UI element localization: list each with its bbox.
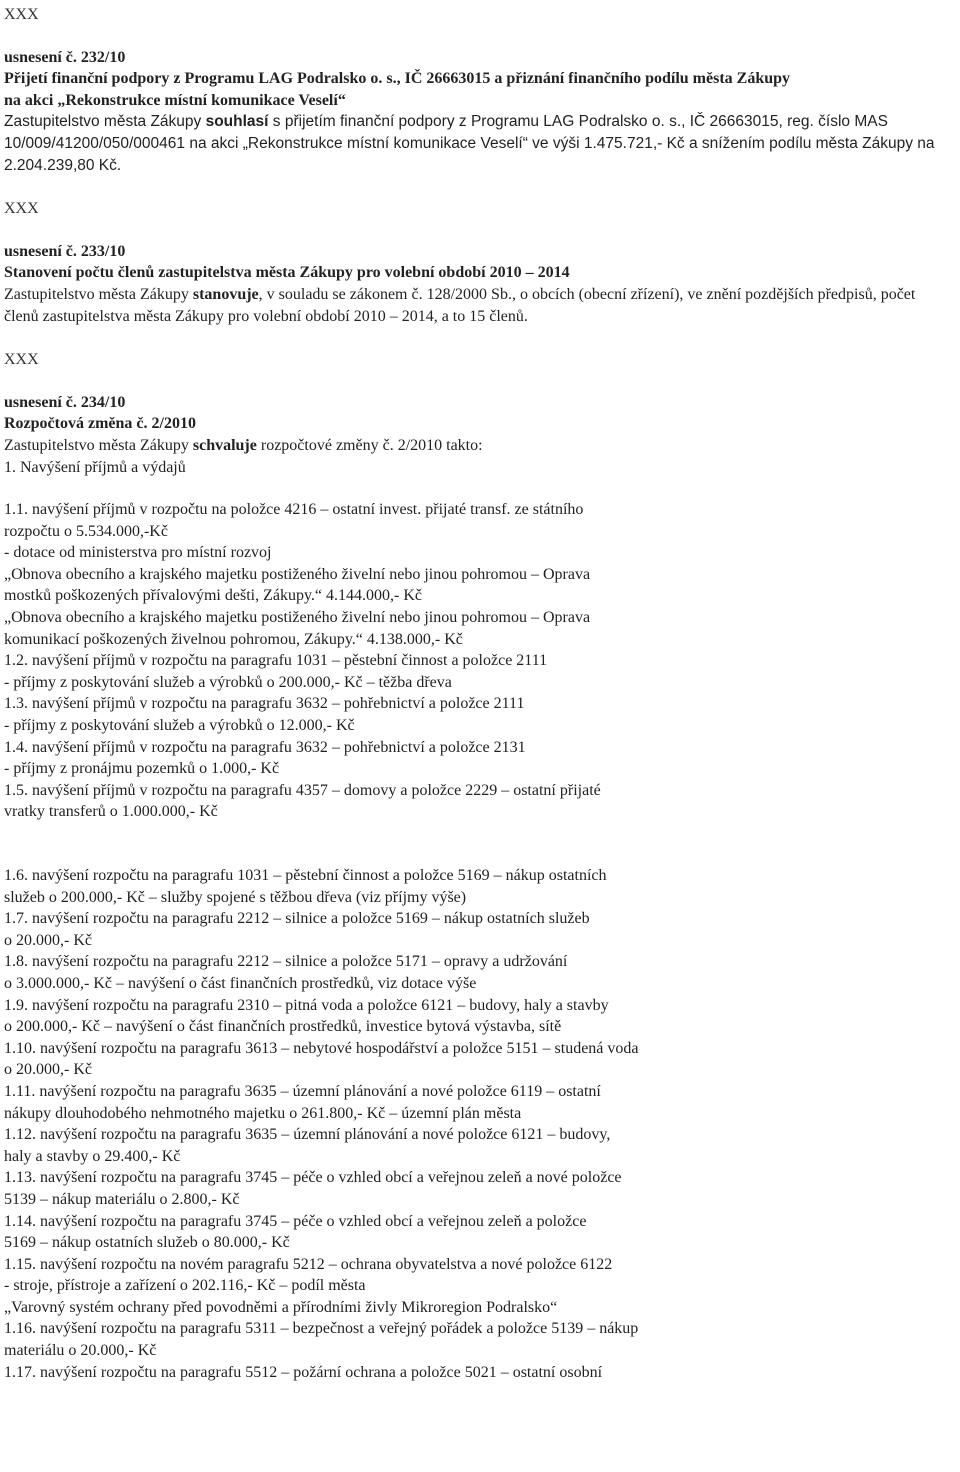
resolution-body <box>4 111 940 176</box>
resolution-number: usnesení č. 232/10 <box>4 48 126 66</box>
budget-line: 1.13. navýšení rozpočtu na paragrafu 3745 – péče o vzhled obcí a veřejnou zeleň a nové položce <box>4 1169 622 1187</box>
body-text: s přijetím finanční podpory z Programu LAG Podralsko o. s., IČ 26663015, reg. číslo MAS 10/009/41200/050/000461 na akci „Rekonstrukce místní komunikace Veselí“ ve výši 1.475.721,- Kč a snížením podílu města Zákupy na 2.204.239,80 Kč. <box>4 113 935 174</box>
budget-line: o 20.000,- Kč <box>4 1061 92 1079</box>
resolution-number: usnesení č. 234/10 <box>4 393 126 411</box>
separator: XXX <box>4 6 39 23</box>
budget-line: komunikací poškozených živelnou pohromou, Zákupy.“ 4.138.000,- Kč <box>4 630 463 648</box>
budget-line: 1.14. navýšení rozpočtu na paragrafu 3745 – péče o vzhled obcí a veřejnou zeleň a položce <box>4 1212 587 1230</box>
separator: XXX <box>4 351 39 369</box>
budget-line: 1.5. navýšení příjmů v rozpočtu na paragrafu 4357 – domovy a položce 2229 – ostatní přijaté <box>4 781 601 799</box>
budget-line: „Obnova obecního a krajského majetku postiženého živelní nebo jinou pohromou – Oprava <box>4 609 591 627</box>
separator: XXX <box>4 200 39 218</box>
body-subject: Zastupitelstvo města Zákupy <box>4 285 193 303</box>
budget-line: 1.4. navýšení příjmů v rozpočtu na paragrafu 3632 – pohřebnictví a položce 2131 <box>4 738 526 756</box>
budget-line: haly a stavby o 29.400,- Kč <box>4 1147 181 1165</box>
budget-line: 1.11. navýšení rozpočtu na paragrafu 3635 – územní plánování a nové položce 6119 – ostatní <box>4 1082 601 1100</box>
budget-line: 5139 – nákup materiálu o 2.800,- Kč <box>4 1190 240 1208</box>
budget-line: 1.7. navýšení rozpočtu na paragrafu 2212 – silnice a položce 5169 – nákup ostatních služeb <box>4 910 590 928</box>
budget-line: 5169 – nákup ostatních služeb o 80.000,- Kč <box>4 1234 290 1252</box>
budget-line: - dotace od ministerstva pro místní rozvoj <box>4 544 272 562</box>
budget-line: vratky transferů o 1.000.000,- Kč <box>4 803 218 821</box>
resolution-234 <box>4 392 940 1384</box>
resolution-title-line-2: na akci „Rekonstrukce místní komunikace Veselí“ <box>4 91 346 109</box>
budget-line: „Obnova obecního a krajského majetku postiženého živelní nebo jinou pohromou – Oprava <box>4 565 591 583</box>
resolution-title-line-1: Přijetí finanční podpory z Programu LAG Podralsko o. s., IČ 26663015 a přiznání finančního podílu města Zákupy <box>4 70 791 88</box>
budget-line: o 3.000.000,- Kč – navýšení o část finančních prostředků, viz dotace výše <box>4 974 477 992</box>
budget-line: „Varovný systém ochrany před povodněmi a přírodními živly Mikroregion Podralsko“ <box>4 1298 558 1316</box>
budget-line: 1.12. navýšení rozpočtu na paragrafu 3635 – územní plánování a nové položce 6121 – budovy, <box>4 1126 611 1144</box>
budget-line: služeb o 200.000,- Kč – služby spojené s těžbou dřeva (viz příjmy výše) <box>4 888 467 906</box>
body-verb: souhlasí <box>205 113 269 131</box>
resolution-title: Stanovení počtu členů zastupitelstva města Zákupy pro volební období 2010 – 2014 <box>4 264 570 282</box>
budget-line: 1.8. navýšení rozpočtu na paragrafu 2212 – silnice a položce 5171 – opravy a udržování <box>4 953 568 971</box>
budget-line: - stroje, přístroje a zařízení o 202.116,- Kč – podíl města <box>4 1277 366 1295</box>
body-text: , v souladu se zákonem č. 128/2000 Sb., o obcích (obecní zřízení), ve znění pozdějších předpisů, počet členů zastupitelstva města Zákupy pro volební období 2010 – 2014, a to 15 členů. <box>4 285 916 325</box>
budget-line: nákupy dlouhodobého nehmotného majetku o 261.800,- Kč – územní plán města <box>4 1104 522 1122</box>
body-verb: schvaluje <box>192 436 257 454</box>
expense-items <box>4 865 940 1383</box>
body-subject: Zastupitelstvo města Zákupy <box>4 113 206 131</box>
body-verb: stanovuje <box>192 285 259 303</box>
budget-line: rozpočtu o 5.534.000,-Kč <box>4 522 168 540</box>
body-text: rozpočtové změny č. 2/2010 takto: <box>256 436 483 454</box>
budget-line: - příjmy z pronájmu pozemků o 1.000,- Kč <box>4 760 280 778</box>
resolution-title: Rozpočtová změna č. 2/2010 <box>4 415 196 433</box>
resolution-body <box>4 435 940 457</box>
budget-line: 1.1. navýšení příjmů v rozpočtu na položce 4216 – ostatní invest. přijaté transf. ze státního <box>4 501 584 519</box>
resolution-body <box>4 284 940 327</box>
budget-line: - příjmy z poskytování služeb a výrobků o 12.000,- Kč <box>4 717 355 735</box>
budget-line: o 20.000,- Kč <box>4 931 92 949</box>
budget-line: 1.10. navýšení rozpočtu na paragrafu 3613 – nebytové hospodářství a položce 5151 – studená voda <box>4 1039 639 1057</box>
income-items <box>4 499 940 823</box>
budget-line: mostků poškozených přívalovými dešti, Zákupy.“ 4.144.000,- Kč <box>4 587 422 605</box>
budget-line: 1.15. navýšení rozpočtu na novém paragrafu 5212 – ochrana obyvatelstva a nové položce 6122 <box>4 1255 613 1273</box>
budget-line: 1.9. navýšení rozpočtu na paragrafu 2310 – pitná voda a položce 6121 – budovy, haly a stavby <box>4 996 609 1014</box>
budget-line: - příjmy z poskytování služeb a výrobků o 200.000,- Kč – těžba dřeva <box>4 673 452 691</box>
budget-line: 1.2. navýšení příjmů v rozpočtu na paragrafu 1031 – pěstební činnost a položce 2111 <box>4 652 548 670</box>
body-subject: Zastupitelstvo města Zákupy <box>4 436 193 454</box>
budget-line: materiálu o 20.000,- Kč <box>4 1342 157 1360</box>
resolution-number: usnesení č. 233/10 <box>4 242 126 260</box>
resolution-233 <box>4 241 940 327</box>
resolution-232 <box>4 47 940 177</box>
budget-line: 1.6. navýšení rozpočtu na paragrafu 1031 – pěstební činnost a položce 5169 – nákup ostatních <box>4 867 607 884</box>
budget-line: 1.17. navýšení rozpočtu na paragrafu 5512 – požární ochrana a položce 5021 – ostatní osobní <box>4 1363 603 1381</box>
budget-line: o 200.000,- Kč – navýšení o část finančních prostředků, investice bytová výstavba, sítě <box>4 1018 562 1036</box>
budget-line: 1.16. navýšení rozpočtu na paragrafu 5311 – bezpečnost a veřejný pořádek a položce 5139 – nákup <box>4 1320 639 1338</box>
budget-line: 1.3. navýšení příjmů v rozpočtu na paragrafu 3632 – pohřebnictví a položce 2111 <box>4 695 525 713</box>
section-heading: 1. Navýšení příjmů a výdajů <box>4 458 186 476</box>
